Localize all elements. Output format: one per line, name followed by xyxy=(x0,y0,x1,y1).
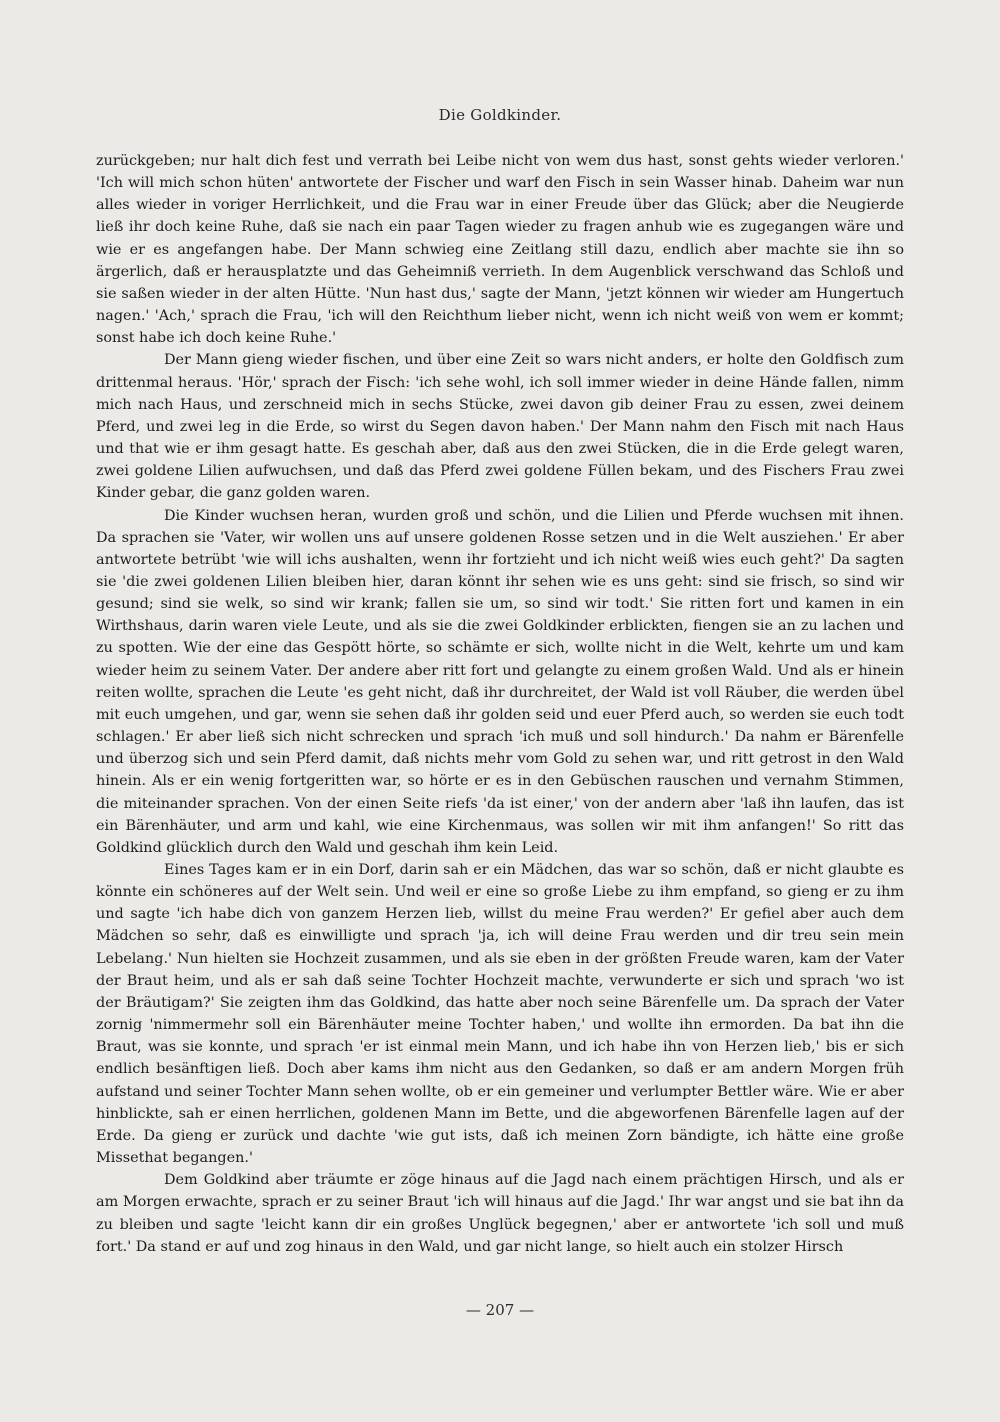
paragraph: Dem Goldkind aber träumte er zöge hinaus auf die Jagd nach einem prächtigen Hirsch, und als er am Morgen erwachte, sprach er zu seiner Braut 'ich will hinaus auf die Jagd.' Ihr war angst und sie bat ihn da zu bleiben und sagte 'leicht kann dir ein großes Unglück begegnen,' aber er antwortete 'ich soll und muß fort.' Da stand er auf und zog hinaus in den Wald, und gar nicht lange, so hielt auch ein stolzer Hirsch xyxy=(96,1172,904,1255)
paragraph: zurückgeben; nur halt dich fest und verrath bei Leibe nicht von wem dus hast, sonst gehts wieder verloren.' 'Ich will mich schon hüten' antwortete der Fischer und warf den Fisch in sein Wasser hinab. Daheim war nun alles wieder in voriger Herrlichkeit, und die Frau war in einer Freude über das Glück; aber die Neugierde ließ ihr doch keine Ruhe, daß sie nach ein paar Tagen wieder zu fragen anhub wie es zugegangen wäre und wie er es angefangen habe. Der Mann schwieg eine Zeitlang still dazu, endlich aber machte sie ihn so ärgerlich, daß er herausplatzte und das Geheimniß verrieth. In dem Augenblick verschwand das Schloß und sie saßen wieder in der alten Hütte. 'Nun hast dus,' sagte der Mann, 'jetzt können wir wieder am Hungertuch nagen.' 'Ach,' sprach die Frau, 'ich will den Reichthum lieber nicht, wenn ich nicht weiß von wem er kommt; sonst habe ich doch keine Ruhe.' xyxy=(96,153,904,347)
paragraph: Die Kinder wuchsen heran, wurden groß und schön, und die Lilien und Pferde wuchsen mit ihnen. Da sprachen sie 'Vater, wir wollen uns auf unsere goldenen Rosse setzen und in die Welt ausziehen.' Er aber antwortete betrübt 'wie will ichs aushalten, wenn ihr fortzieht und ich nicht weiß wies euch geht?' Da sagten sie 'die zwei goldenen Lilien bleiben hier, daran könnt ihr sehen wie es uns geht: sind sie frisch, so sind wir gesund; sind sie welk, so sind wir krank; fallen sie um, so sind wir todt.' Sie ritten fort und kamen in ein Wirthshaus, darin waren viele Leute, und als sie die zwei Goldkinder erblickten, fiengen sie an zu lachen und zu spotten. Wie der eine das Gespött hörte, so schämte er sich, wollte nicht in die Welt, kehrte um und kam wieder heim zu seinem Vater. Der andere aber ritt fort und gelangte zu einem großen Wald. Und als er hinein reiten wollte, sprachen die Leute 'es geht nicht, daß ihr durchreitet, der Wald ist voll Räuber, die werden übel mit euch umgehen, und gar, wenn sie sehen daß ihr golden seid und euer Pferd auch, so werden sie euch todt schlagen.' Er aber ließ sich nicht schrecken und sprach 'ich muß und soll hindurch.' Da nahm er Bärenfelle und überzog sich und sein Pferd damit, daß nichts mehr vom Gold zu sehen war, und ritt getrost in den Wald hinein. Als er ein wenig fortgeritten war, so hörte er es in den Gebüschen rauschen und vernahm Stimmen, die miteinander sprachen. Von der einen Seite riefs 'da ist einer,' von der andern aber 'laß ihn laufen, das ist ein Bärenhäuter, und arm und kahl, wie eine Kirchenmaus, was sollen wir mit ihm anfangen!' So ritt das Goldkind glücklich durch den Wald und geschah ihm kein Leid. xyxy=(96,507,904,856)
paragraph: Der Mann gieng wieder fischen, und über eine Zeit so wars nicht anders, er holte den Goldfisch zum drittenmal heraus. 'Hör,' sprach der Fisch: 'ich sehe wohl, ich soll immer wieder in deine Hände fallen, nimm mich nach Haus, und zerschneid mich in sechs Stücke, zwei davon gib deiner Frau zu essen, zwei deinem Pferd, und zwei leg in die Erde, so wirst du Segen davon haben.' Der Mann nahm den Fisch mit nach Haus und that wie er ihm gesagt hatte. Es geschah aber, daß aus den zwei Stücken, die in die Erde gelegt waren, zwei goldene Lilien aufwuchsen, und daß das Pferd zwei goldene Füllen bekam, und des Fischers Frau zwei Kinder gebar, die ganz golden waren. xyxy=(96,352,904,502)
body-text xyxy=(96,150,904,1258)
page-number: — 207 — xyxy=(465,1301,535,1319)
paragraph: Eines Tages kam er in ein Dorf, darin sah er ein Mädchen, das war so schön, daß er nicht glaubte es könnte ein schöneres auf der Welt sein. Und weil er eine so große Liebe zu ihm empfand, so gieng er zu ihm und sagte 'ich habe dich von ganzem Herzen lieb, willst du meine Frau werden?' Er gefiel aber auch dem Mädchen so sehr, daß es einwilligte und sprach 'ja, ich will deine Frau werden und dir treu sein mein Lebelang.' Nun hielten sie Hochzeit zusammen, und als sie eben in der größten Freude waren, kam der Vater der Braut heim, und als er sah daß seine Tochter Hochzeit machte, verwunderte er sich und sprach 'wo ist der Bräutigam?' Sie zeigten ihm das Goldkind, das hatte aber noch seine Bärenfelle um. Da sprach der Vater zornig 'nimmermehr soll ein Bärenhäuter meine Tochter haben,' und wollte ihn ermorden. Da bat ihn die Braut, was sie konnte, und sprach 'er ist einmal mein Mann, und ich habe ihn von Herzen lieb,' bis er sich endlich besänftigen ließ. Doch aber kams ihm nicht aus den Gedanken, so daß er am andern Morgen früh aufstand und seiner Tochter Mann sehen wollte, ob er ein gemeiner und verlumpter Bettler wäre. Wie er aber hinblickte, sah er einen herrlichen, goldenen Mann im Bette, und die abgeworfenen Bärenfelle lagen auf der Erde. Da gieng er zurück und dachte 'wie gut ists, daß ich meinen Zorn bändigte, ich hätte eine große Missethat begangen.' xyxy=(96,862,904,1167)
running-title: Die Goldkinder. xyxy=(438,106,562,124)
